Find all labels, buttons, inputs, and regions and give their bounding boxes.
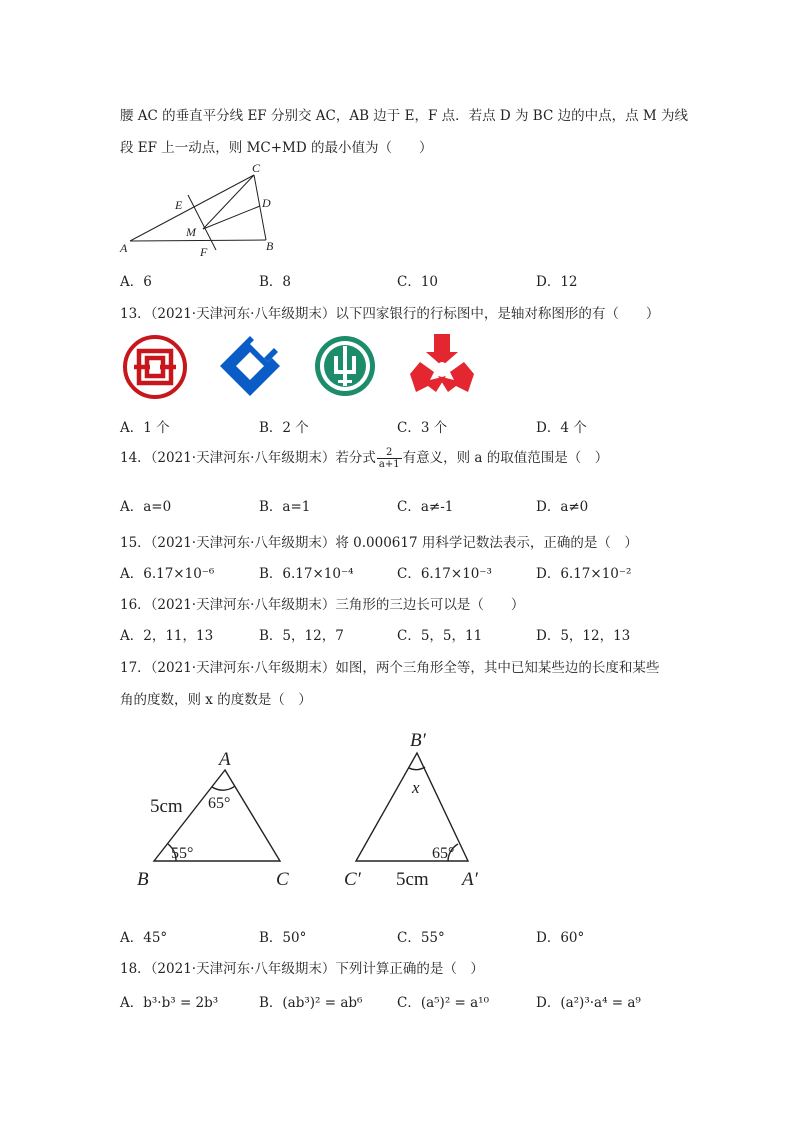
q14-option-b[interactable]: B．a=1	[259, 499, 311, 515]
ccb-logo	[218, 334, 282, 398]
q17-option-a[interactable]: A．45°	[120, 930, 168, 946]
q14-stem-post: 有意义，则 a 的取值范围是（ ）	[402, 450, 609, 466]
label-m: M	[186, 225, 196, 239]
q16-option-a[interactable]: A．2，11，13	[120, 628, 214, 644]
q13-option-a[interactable]: A．1 个	[120, 420, 170, 436]
q17-option-b[interactable]: B．50°	[259, 930, 307, 946]
label-side-left: 5cm	[150, 796, 183, 817]
q16-stem: 16．（2021·天津河东·八年级期末）三角形的三边长可以是（ ）	[120, 597, 525, 613]
label-x: x	[412, 778, 420, 797]
q14-option-d[interactable]: D．a≠0	[536, 499, 589, 515]
q18-option-d[interactable]: D．(a²)³·a⁴ = a⁹	[536, 995, 641, 1011]
q15-option-b[interactable]: B．6.17×10⁻⁴	[259, 566, 354, 582]
q17-option-c[interactable]: C．55°	[397, 930, 445, 946]
q17-figure	[130, 722, 500, 894]
q17-options	[120, 926, 680, 946]
label-aprime: A′	[462, 869, 478, 890]
q15-option-a[interactable]: A．6.17×10⁻⁶	[120, 566, 215, 582]
q17-stem-line1: 17．（2021·天津河东·八年级期末）如图，两个三角形全等，其中已知某些边的长度和某些	[120, 660, 660, 676]
q13-option-d[interactable]: D．4 个	[536, 420, 587, 436]
q12-option-b[interactable]: B．8	[259, 274, 292, 290]
q17-stem-line2: 角的度数，则 x 的度数是（ ）	[120, 692, 312, 708]
q18-option-c[interactable]: C．(a⁵)² = a¹⁰	[397, 995, 490, 1011]
q12-options	[120, 270, 680, 290]
segment-ab	[130, 240, 266, 241]
q16-option-d[interactable]: D．5，12，13	[536, 628, 631, 644]
label-bprime: B′	[410, 730, 426, 751]
label-a: A	[219, 749, 231, 770]
label-b: B	[137, 869, 149, 890]
q12-stem-line2: 段 EF 上一动点，则 MC+MD 的最小值为（ ）	[120, 140, 433, 156]
q13-options	[120, 416, 680, 436]
q15-stem: 15．（2021·天津河东·八年级期末）将 0.000617 用科学记数法表示，正确的是（ ）	[120, 535, 638, 551]
q15-option-c[interactable]: C．6.17×10⁻³	[397, 566, 492, 582]
label-d: D	[262, 196, 271, 210]
label-side-right: 5cm	[396, 869, 429, 890]
q13-stem: 13．（2021·天津河东·八年级期末）以下四家银行的行标图中，是轴对称图形的有（ ）	[120, 306, 660, 322]
label-f: F	[200, 245, 208, 259]
q14-stem-pre: 14．（2021·天津河东·八年级期末）若分式	[120, 450, 376, 466]
q18-options	[120, 991, 680, 1011]
q12-stem-line1: 腰 AC 的垂直平分线 EF 分别交 AC，AB 边于 E，F 点．若点 D 为 BC 边的中点，点 M 为线	[120, 108, 688, 124]
q12-option-a[interactable]: A．6	[120, 274, 152, 290]
q12-option-d[interactable]: D．12	[536, 274, 578, 290]
q14-options	[120, 495, 680, 515]
q14-fraction-numerator: 2	[377, 447, 402, 459]
bocom-logo	[406, 330, 478, 400]
q18-stem: 18．（2021·天津河东·八年级期末）下列计算正确的是（ ）	[120, 961, 484, 977]
q12-figure	[118, 160, 288, 260]
label-c: C	[252, 161, 261, 175]
q15-options	[120, 562, 680, 582]
angle-arc-bprime	[409, 767, 425, 770]
q14-option-a[interactable]: A．a=0	[120, 499, 172, 515]
segment-md	[203, 206, 260, 229]
label-cprime: C′	[344, 869, 361, 890]
q14-option-c[interactable]: C．a≠-1	[397, 499, 454, 515]
q13-option-b[interactable]: B．2 个	[259, 420, 309, 436]
q16-option-c[interactable]: C．5，5，11	[397, 628, 483, 644]
segment-ef	[188, 195, 216, 250]
label-e: E	[175, 198, 183, 212]
label-a: A	[120, 241, 128, 255]
icbc-logo	[122, 334, 188, 400]
q16-option-b[interactable]: B．5，12，7	[259, 628, 344, 644]
q14-stem	[120, 446, 608, 470]
label-angle-a: 65°	[208, 795, 231, 812]
label-b: B	[266, 239, 274, 253]
label-angle-aprime: 65°	[432, 845, 455, 862]
q17-option-d[interactable]: D．60°	[536, 930, 585, 946]
q15-option-d[interactable]: D．6.17×10⁻²	[536, 566, 632, 582]
q12-option-c[interactable]: C．10	[397, 274, 439, 290]
q16-options	[120, 624, 680, 644]
abc-logo	[312, 332, 378, 400]
q14-fraction-denominator: a+1	[378, 459, 400, 470]
q18-option-b[interactable]: B．(ab³)² = ab⁶	[259, 995, 363, 1011]
q18-option-a[interactable]: A．b³·b³ = 2b³	[120, 995, 219, 1011]
q14-fraction	[377, 447, 402, 470]
label-angle-b: 55°	[171, 845, 194, 862]
label-c: C	[276, 869, 289, 890]
segment-mc	[203, 175, 254, 229]
angle-arc-a	[212, 786, 235, 790]
q13-option-c[interactable]: C．3 个	[397, 420, 448, 436]
